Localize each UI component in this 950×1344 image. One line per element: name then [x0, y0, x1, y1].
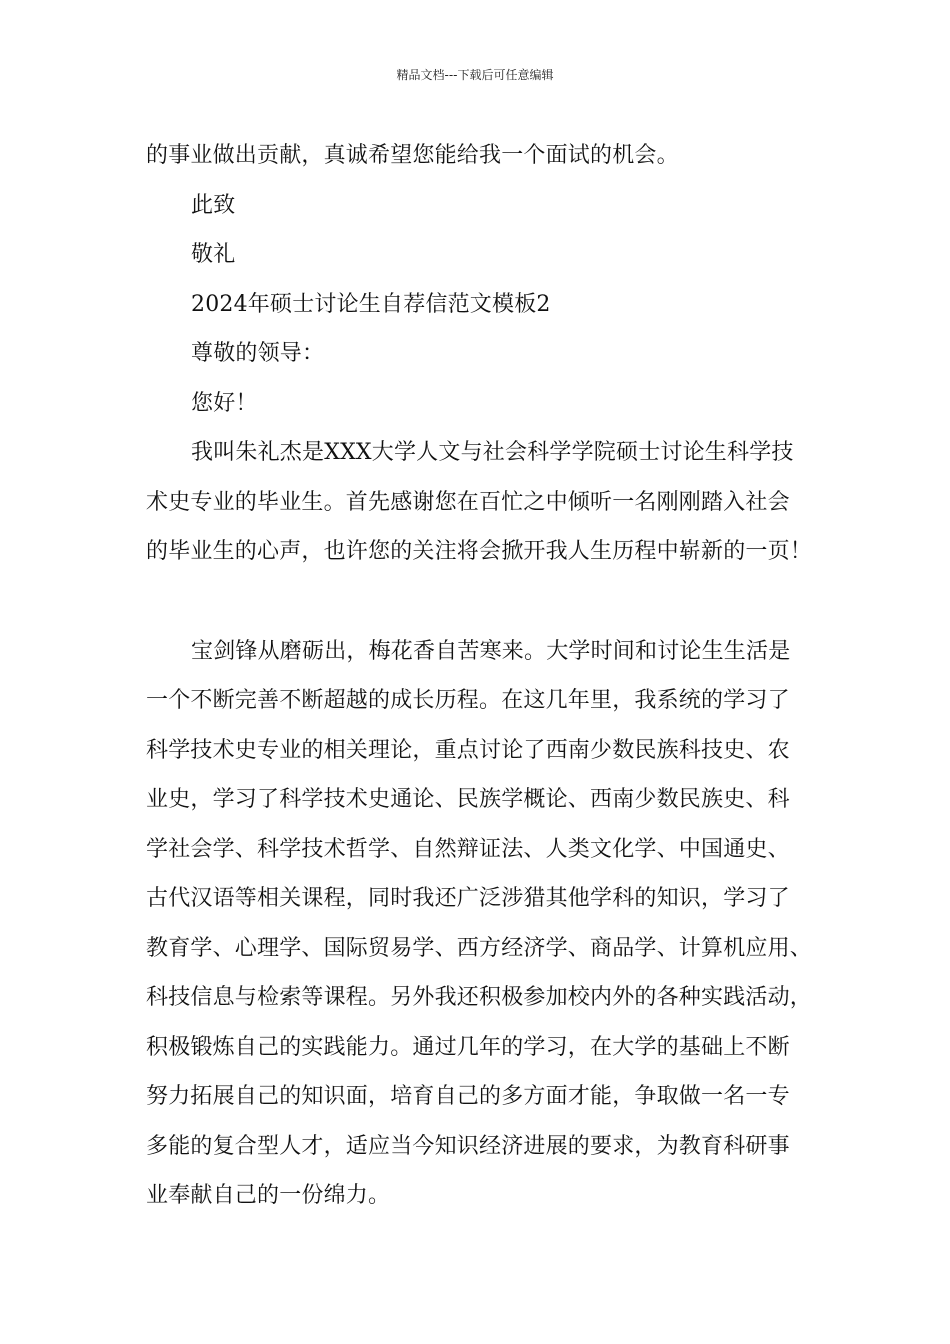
document-body	[146, 131, 836, 1221]
page-header: 精品文档---下载后可任意编辑	[396, 68, 554, 82]
text-line: 业奉献自己的一份绵力。	[146, 1183, 391, 1208]
text-line: 业史，学习了科学技术史通论、民族学概论、西南少数民族史、科	[146, 787, 790, 812]
text-line: 学社会学、科学技术哲学、自然辩证法、人类文化学、中国通史、	[146, 836, 790, 862]
text-line: 古代汉语等相关课程，同时我还广泛涉猎其他学科的知识，学习了	[146, 886, 790, 911]
text-line: 宝剑锋从磨砺出，梅花香自苦寒来。大学时间和讨论生生活是	[191, 638, 791, 664]
text-line: 一个不断完善不断超越的成长历程。在这几年里，我系统的学习了	[146, 688, 790, 713]
text-line: 努力拓展自己的知识面，培育自己的多方面才能，争取做一名一专	[146, 1084, 790, 1109]
text-line: 的毕业生的心声，也许您的关注将会掀开我人生历程中崭新的一页！	[146, 539, 813, 564]
text-line: 教育学、心理学、国际贸易学、西方经济学、商品学、计算机应用、	[146, 935, 813, 961]
greeting-addressee: 尊敬的领导：	[191, 341, 325, 366]
text-line: 多能的复合型人才，适应当今知识经济进展的要求，为教育科研事	[146, 1133, 790, 1159]
text-line: 术史专业的毕业生。首先感谢您在百忙之中倾听一名刚刚踏入社会	[146, 489, 790, 515]
text-line: 科学技术史专业的相关理论，重点讨论了西南少数民族科技史、农	[146, 737, 790, 763]
paragraph-gap	[146, 577, 836, 627]
text-line: 科技信息与检索等课程。另外我还积极参加校内外的各种实践活动，	[146, 985, 813, 1010]
text-line: 的事业做出贡献，真诚希望您能给我一个面试的机会。	[146, 143, 679, 168]
salutation-closing: 敬礼	[191, 242, 236, 267]
text-line: 我叫朱礼杰是XXX大学人文与社会科学学院硕士讨论生科学技	[191, 440, 794, 465]
closing-phrase: 此致	[191, 192, 236, 218]
section-title: 2024年硕士讨论生自荐信范文模板2	[191, 291, 551, 317]
greeting: 您好！	[191, 390, 258, 416]
text-line: 积极锻炼自己的实践能力。通过几年的学习，在大学的基础上不断	[146, 1034, 790, 1060]
